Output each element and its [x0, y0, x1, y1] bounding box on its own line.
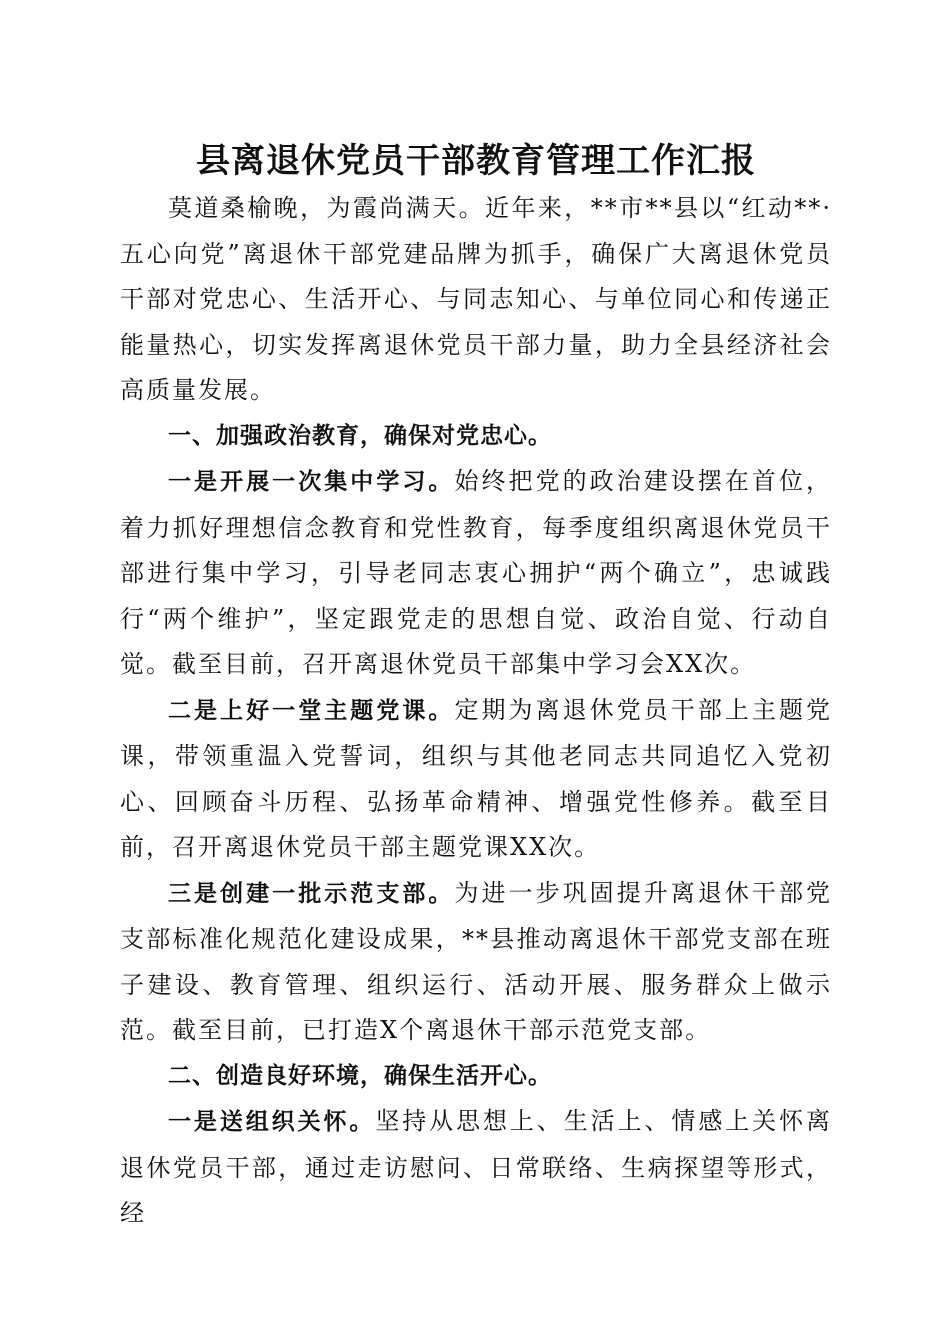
paragraph-lead: 三是创建一批示范支部。 — [168, 880, 455, 907]
paragraph-text: 始终把党的政治建设摆在首位，着力抓好理想信念教育和党性教育，每季度组织离退休党员干部进行集中学习，引导老同志衷心拥护“两个确立”，忠诚践行“两个维护”，坚定跟党走的思想自觉、政治自觉、行动自觉。截至目前，召开离退休党员干部集中学习会XX次。 — [120, 467, 833, 678]
section-1-paragraph-1 — [120, 459, 832, 688]
paragraph-text: 坚持从思想上、生活上、情感上关怀离退休党员干部，通过走访慰问、日常联络、生病探望等形式，经 — [120, 1107, 833, 1227]
section-heading-1: 一、加强政治教育，确保对党忠心。 — [168, 422, 552, 449]
paragraph-text: 定期为离退休党员干部上主题党课，带领重温入党誓词，组织与其他老同志共同追忆入党初心、回顾奋斗历程、弘扬革命精神、增强党性修养。截至目前，召开离退休党员干部主题党课XX次。 — [120, 695, 833, 861]
intro-paragraph: 莫道桑榆晚，为霞尚满天。近年来，**市**县以“红动**·五心向党”离退休干部党建品牌为抓手，确保广大离退休党员干部对党忠心、生活开心、与同志知心、与单位同心和传递正能量热心，切实发挥离退休党员干部力量，助力全县经济社会高质量发展。 — [120, 194, 832, 404]
paragraph-lead: 二是上好一堂主题党课。 — [168, 697, 455, 724]
paragraph-text: 为进一步巩固提升离退休干部党支部标准化规范化建设成果，**县推动离退休干部党支部在班子建设、教育管理、组织运行、活动开展、服务群众上做示范。截至目前，已打造X个离退休干部示范党支部。 — [120, 878, 833, 1044]
paragraph-lead: 一是开展一次集中学习。 — [168, 469, 455, 495]
section-1-paragraph-3 — [120, 871, 832, 1054]
document-title: 县离退休党员干部教育管理工作汇报 — [196, 141, 756, 181]
section-2-paragraph-1 — [120, 1099, 832, 1237]
section-heading-2: 二、创造良好环境，确保生活开心。 — [168, 1062, 552, 1089]
paragraph-lead: 一是送组织关怀。 — [168, 1109, 376, 1135]
document-page — [120, 138, 832, 1237]
section-1-paragraph-2 — [120, 688, 832, 871]
